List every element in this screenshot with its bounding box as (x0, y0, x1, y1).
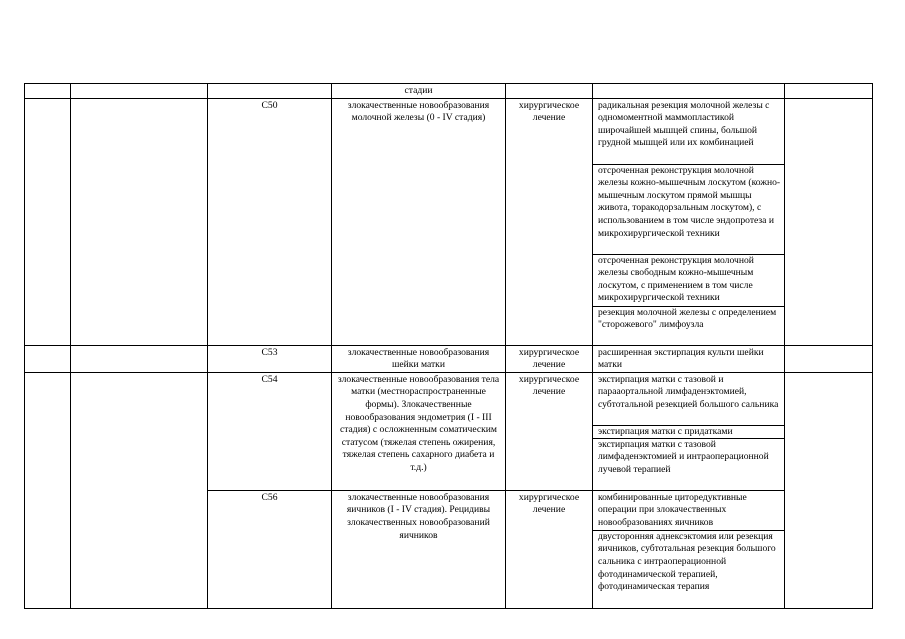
empty-cell (785, 372, 873, 608)
table-row (25, 345, 873, 372)
empty-cell (785, 345, 873, 372)
treatment-cell: хирургическое лечение (506, 345, 593, 372)
diagnosis-cell: злокачественные новообразования шейки матки (332, 345, 506, 372)
method-item: отсроченная реконструкция молочной железы свободным кожно-мышечным лоскутом, с применением в том числе микрохирургической техники (593, 254, 784, 306)
method-item: резекция молочной железы с определением "сторожевого" лимфоузла (593, 306, 784, 345)
method-item: радикальная резекция молочной железы с одномоментной маммопластикой широчайшей мышцей спины, большой грудной мышцей или их комбинацией (598, 99, 770, 149)
empty-cell (785, 98, 873, 345)
diagnosis-cell: злокачественные новообразования яичников (I - IV стадия). Рецидивы злокачественных новообразований яичников (332, 490, 506, 608)
empty-cell (71, 345, 208, 372)
icd-code-cell: C50 (208, 98, 332, 345)
icd-code-cell: C54 (208, 372, 332, 490)
methods-cell (593, 490, 785, 608)
method-item: экстирпация матки с тазовой лимфаденэктомией и интраоперационной лучевой терапией (593, 438, 784, 490)
empty-cell (25, 84, 71, 99)
medical-table (24, 83, 873, 609)
method-item: расширенная экстирпация культи шейки матки (598, 346, 764, 371)
empty-cell (25, 98, 71, 345)
empty-cell (208, 84, 332, 99)
treatment-cell: хирургическое лечение (506, 372, 593, 490)
table-row (25, 372, 873, 490)
method-item: двусторонняя аднексэктомия или резекция яичников, субтотальная резекция большого сальника с интраоперационной фотодинамической терапией, фотодинамическая терапия (593, 530, 784, 608)
empty-cell (25, 372, 71, 608)
methods-cell (593, 98, 785, 345)
method-item: комбинированные циторедуктивные операции при злокачественных новообразованиях яичников (598, 491, 747, 528)
table-row (25, 84, 873, 99)
methods-cell (593, 345, 785, 372)
empty-cell (25, 345, 71, 372)
empty-cell (506, 84, 593, 99)
methods-cell (593, 372, 785, 490)
diagnosis-cell: злокачественные новообразования тела матки (местнораспространенные формы). Злокачественные новообразования эндометрия (I - III стадия) с осложненным соматическим статусом (тяжелая степень ожирения, тяжелая степень сахарного диабета и т.д.) (332, 372, 506, 490)
icd-code-cell: C53 (208, 345, 332, 372)
method-item: отсроченная реконструкция молочной железы кожно-мышечным лоскутом (кожно-мышечным лоскутом прямой мышцы живота, торакодорзальным лоскутом), с использованием в том числе эндопротеза и микрохирургической техники (593, 164, 784, 254)
diagnosis-cell: стадии (332, 84, 506, 99)
treatment-cell: хирургическое лечение (506, 490, 593, 608)
empty-cell (593, 84, 785, 99)
table-row (25, 98, 873, 345)
icd-code-cell: C56 (208, 490, 332, 608)
method-item: экстирпация матки с тазовой и парааортальной лимфаденэктомией, субтотальной резекцией большого сальника (598, 373, 779, 410)
empty-cell (71, 84, 208, 99)
empty-cell (71, 372, 208, 608)
empty-cell (785, 84, 873, 99)
diagnosis-cell: злокачественные новообразования молочной железы (0 - IV стадия) (332, 98, 506, 345)
treatment-cell: хирургическое лечение (506, 98, 593, 345)
method-item: экстирпация матки с придатками (593, 425, 784, 438)
empty-cell (71, 98, 208, 345)
